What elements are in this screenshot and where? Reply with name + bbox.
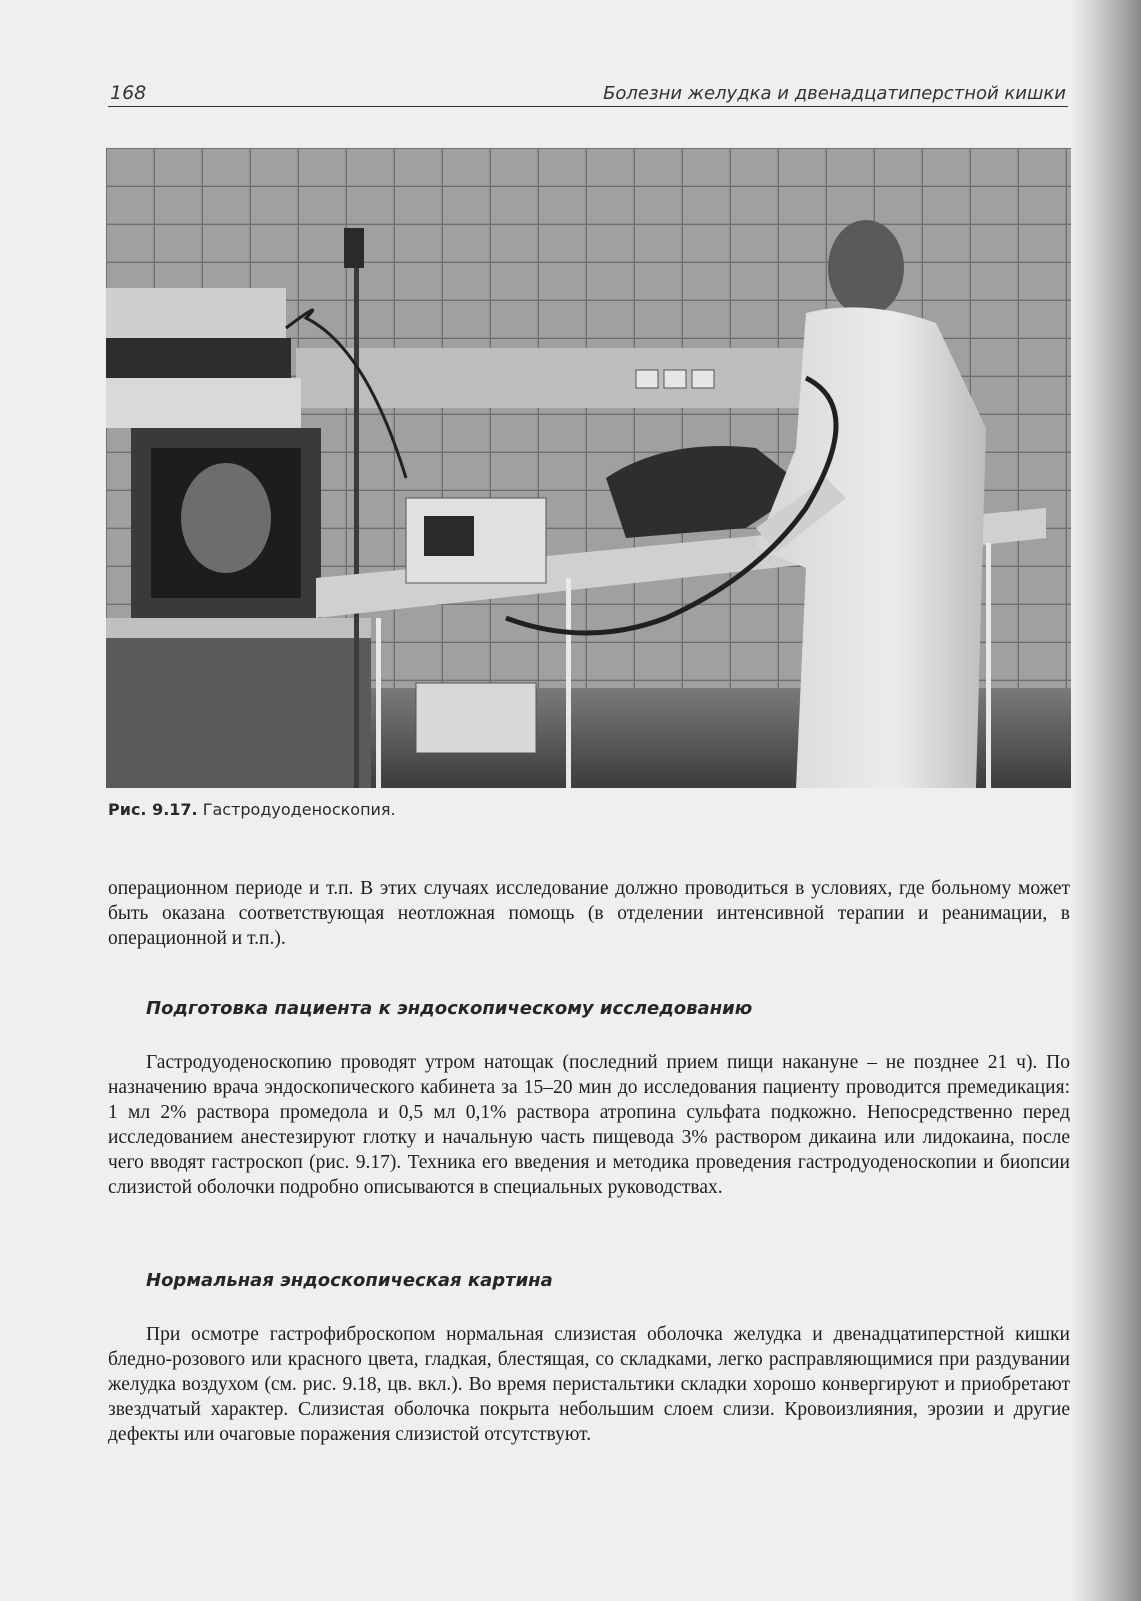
- caption-label: Рис. 9.17.: [108, 800, 198, 819]
- figure-photo: [106, 148, 1071, 788]
- gastroscopy-photo: [106, 148, 1071, 788]
- running-title: Болезни желудка и двенадцатиперстной кишки: [603, 83, 1066, 104]
- page-edge-shadow: [1071, 0, 1141, 1601]
- page-number: 168: [110, 82, 147, 104]
- figure-caption: [108, 800, 396, 819]
- caption-text: Гастродуоденоскопия.: [202, 800, 396, 819]
- paragraph-normal-picture: При осмотре гастрофиброскопом нормальная слизистая оболочка желудка и двенадцатиперстной кишки бледно-розового или красного цвета, гладкая, блестящая, со складками, легко расправляющимися при раздувании желудка воздухом (см. рис. 9.18, цв. вкл.). Во время перистальтики складки хорошо конвергируют и приобретают звездчатый характер. Слизистая оболочка покрыта небольшим слоем слизи. Кровоизлияния, эрозии и другие дефекты или очаговые поражения слизистой отсутствуют.: [108, 1324, 1070, 1445]
- paragraph-continuation: операционном периоде и т.п. В этих случаях исследование должно проводиться в условиях, где больному может быть оказана соответствующая неотложная помощь (в отделении интенсивной терапии и реанимации, в операционной и т.п.).: [108, 878, 1070, 949]
- section-heading-normal-picture: Нормальная эндоскопическая картина: [146, 1270, 553, 1291]
- section-heading-preparation: Подготовка пациента к эндоскопическому исследованию: [146, 998, 753, 1019]
- running-header: [108, 78, 1068, 107]
- paragraph-preparation: Гастродуоденоскопию проводят утром натощак (последний прием пищи накануне – не позднее 21 ч). По назначению врача эндоскопического кабинета за 15–20 мин до исследования пациенту проводится премедикация: 1 мл 2% раствора промедола и 0,5 мл 0,1% раствора атропина сульфата подкожно. Непосредственно перед исследованием анестезируют глотку и начальную часть пищевода 3% раствором дикаина или лидокаина, после чего вводят гастроскоп (рис. 9.17). Техника его введения и методика проведения гастродуоденоскопии и биопсии слизистой оболочки подробно описываются в специальных руководствах.: [108, 1052, 1070, 1198]
